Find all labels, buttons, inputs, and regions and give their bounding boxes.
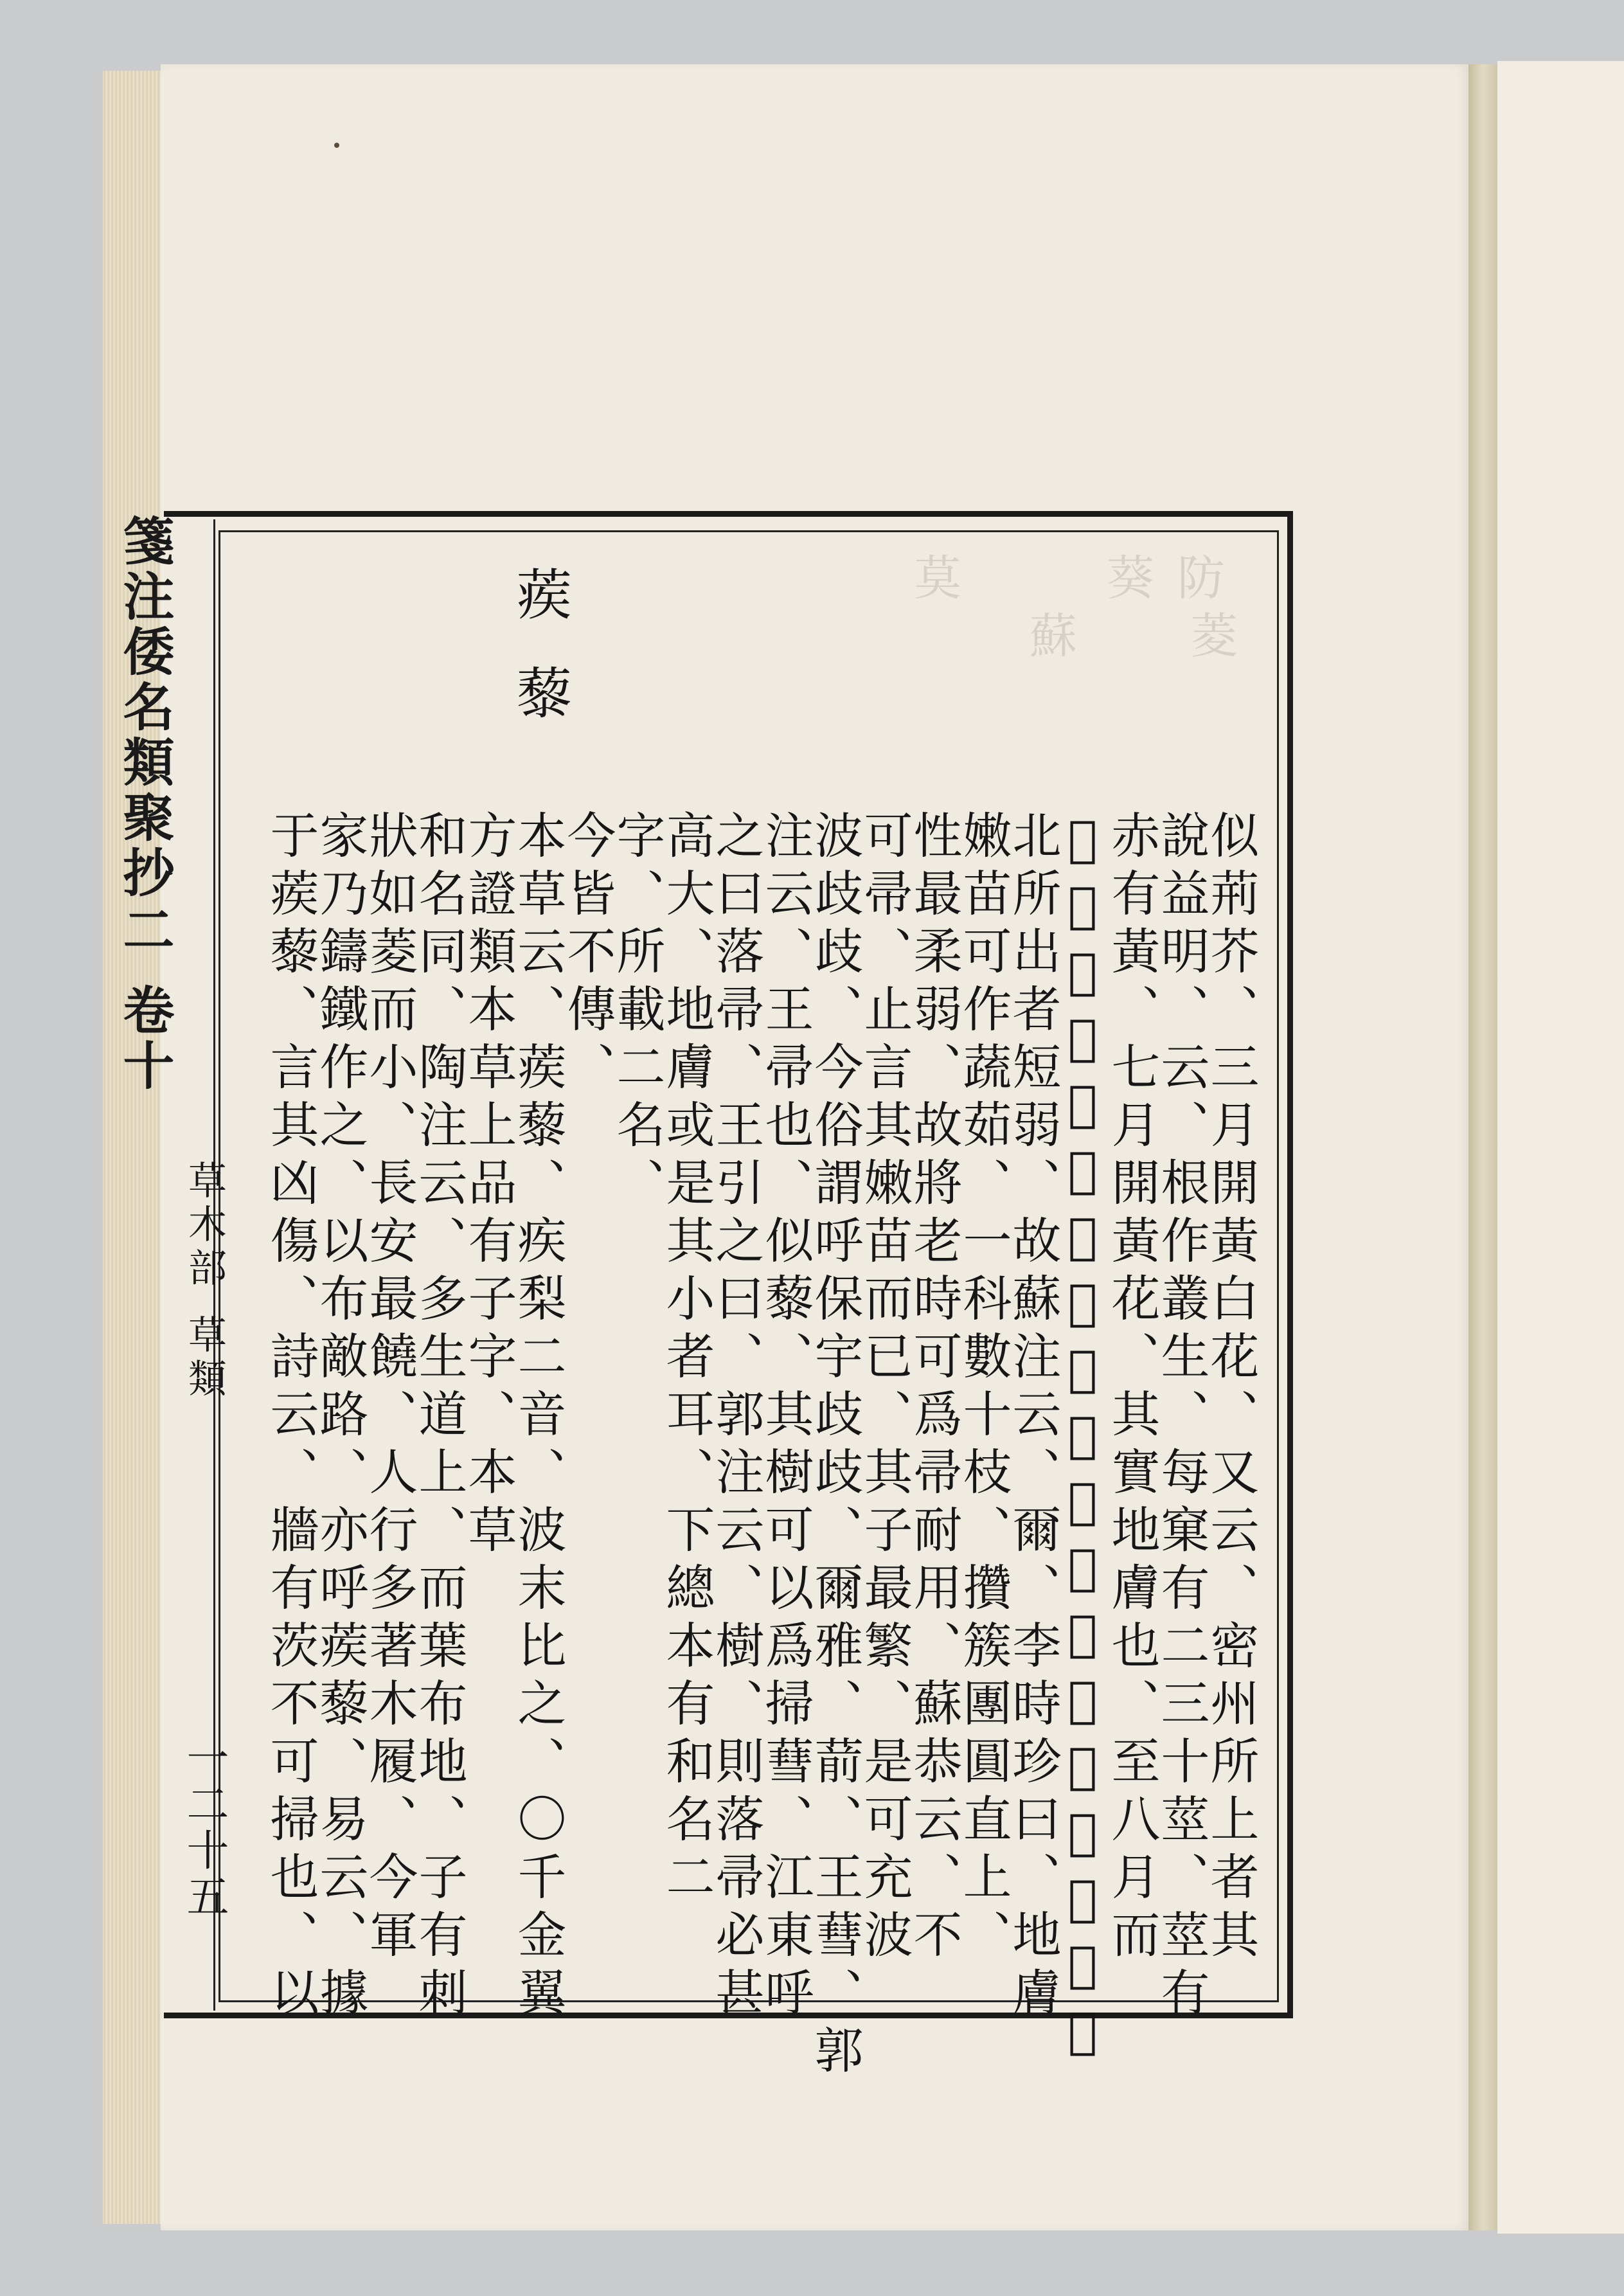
text-column: 今皆不傳、 [559,810,616,1099]
text-column: 于蒺藜、言其凶傷、詩云、牆有茨不可掃也、以 [262,810,319,2025]
text-column: 家乃鑄鐵作之、以布敵路、亦呼蒺藜、易云、據 [312,810,369,2025]
chapter-number: 卷十 [114,983,175,1094]
text-column: 赤有黃、七月開黃花、其實地膚也、至八月而 [1103,810,1161,1967]
text-column: 之曰落帚、王引之曰、郭注云、樹、則落帚必甚 [708,810,765,2025]
text-column: 嫩苗可作蔬茹、一科數十枝、攢簇團圓直上、 [955,810,1012,1967]
paper-speck [334,143,339,148]
volume-number: 二 [114,903,175,958]
text-column: 字、所載二名、 [609,810,666,1215]
text-column: 可帚、止言其嫩苗而已、其子最繁、是可充波 [856,810,913,1967]
text-column: 本草云、蒺藜、疾梨二音、波末比之、〇千金翼 [510,810,567,2025]
bleed-through-text: 菱 [1182,611,1238,684]
text-column: 似荊芥、三月開黃白花、又云、密州所上者其 [1202,810,1260,1967]
bleed-through-text: 莫 [906,553,961,626]
text-column: 北所出者短弱、故蘇注云、爾、李時珍曰、地膚 [1004,810,1062,2025]
text-column: 和名同、陶注云、多生道上、而葉布地、子有刺 [411,810,468,2025]
text-column: 說益明、云、根作叢生、每窠有二三十莖、莖有 [1153,810,1210,2025]
text-column: 性最柔弱、故將老時可爲帚耐用、蘇恭云、不 [906,810,963,1967]
text-column: 高大、地膚或是其小者耳、下總本有和名二 [658,810,715,1909]
text-column: 狀如菱而小、長安最饒、人行多著木履、今軍 [361,810,418,1967]
facing-page [1497,61,1624,2234]
bleed-through-text: 防 [1170,553,1225,626]
entry-heading: 蒺 藜 [507,566,571,733]
bleed-through-text: 葵 [1099,553,1154,626]
bleed-through-text: 蘇 [1022,611,1077,684]
text-column: 𦾐蒔成可採、正與此地獨掃相類、若然恐西 [1054,810,1111,2068]
book-title: 箋注倭名類聚抄 [114,514,175,901]
page-number: 一二十五 [179,1735,229,1921]
book-gutter [1468,64,1497,2230]
text-column: 波歧歧、今俗謂呼保宇歧歧、爾雅、葥、王蔧、郭 [807,810,864,2083]
text-column: 注云、王帚也、似藜、其樹可以爲掃蔧、江東呼 [757,810,814,2025]
category-label: 草類 [182,1314,227,1402]
text-column: 方證類本草上品有子字、本草 [460,810,517,1562]
section-label: 草木部 [182,1160,227,1291]
